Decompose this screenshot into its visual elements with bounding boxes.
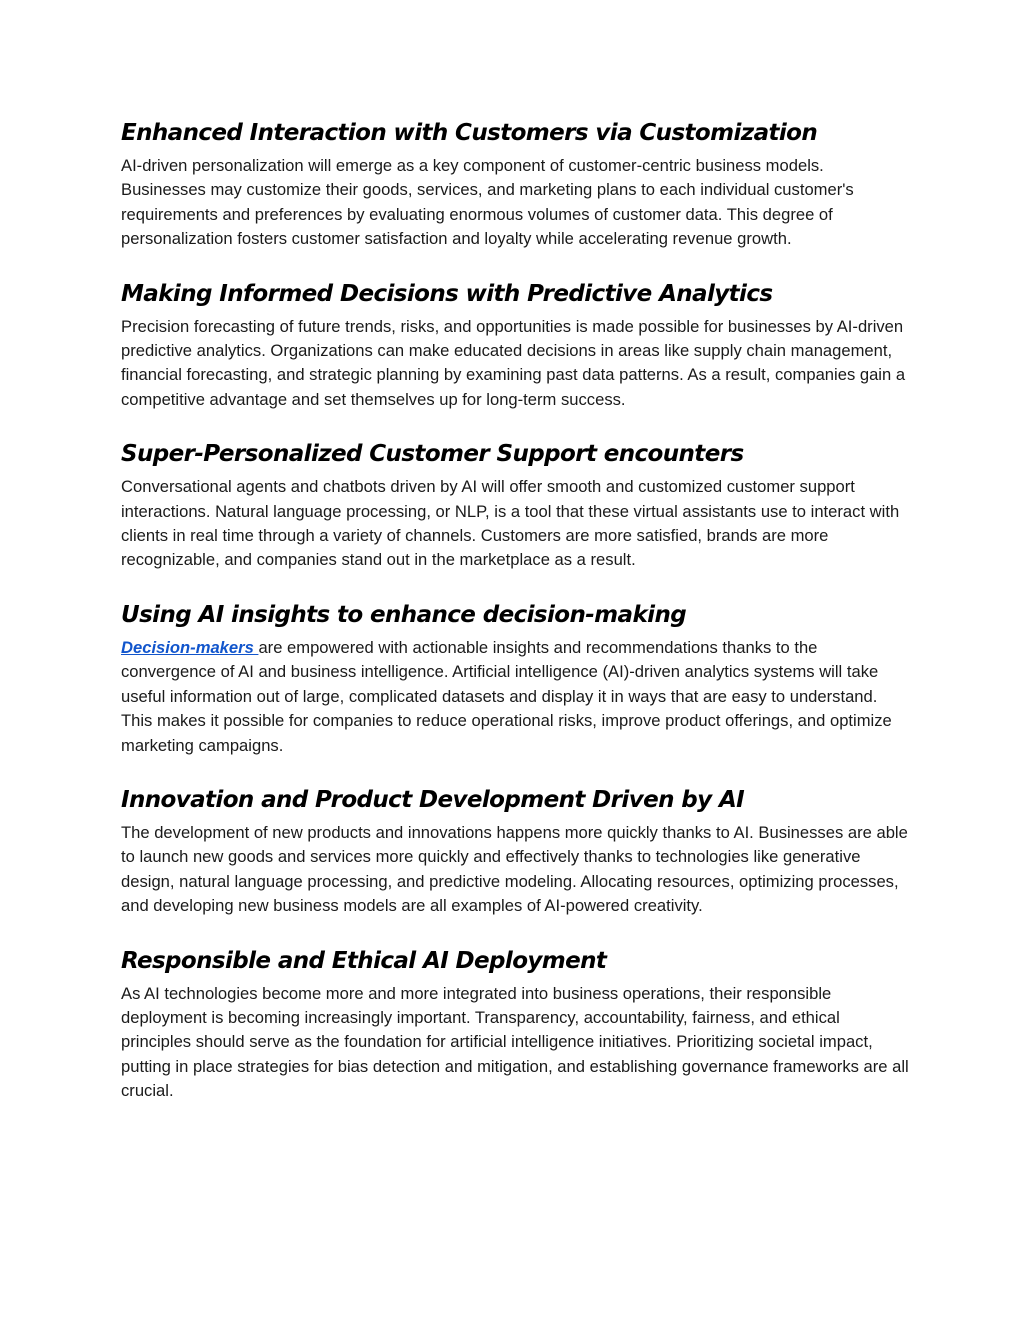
section-responsible-ai xyxy=(121,945,911,1104)
section-heading: Using AI insights to enhance decision-making xyxy=(121,601,687,628)
section-predictive-analytics xyxy=(121,278,911,413)
section-body: As AI technologies become more and more integrated into business operations, their responsible deployment is becoming increasingly important. Transparency, accountability, fairness, and ethical principles should serve as the foundation for artificial intelligence initiatives. Prioritizing societal impact, putting in place strategies for bias detection and mitigation, and establishing governance frameworks are all crucial. xyxy=(121,983,909,1101)
section-innovation xyxy=(121,784,911,919)
section-body-with-link xyxy=(121,636,911,758)
section-heading: Responsible and Ethical AI Deployment xyxy=(121,947,607,974)
section-customer-support xyxy=(121,438,911,573)
section-ai-insights xyxy=(121,599,911,758)
section-heading: Enhanced Interaction with Customers via Customization xyxy=(121,120,818,146)
section-body: AI-driven personalization will emerge as a key component of customer-centric business models. Businesses may customize their goods, services, and marketing plans to each individual customer's requirements and preferences by evaluating enormous volumes of customer data. This degree of personalization fosters customer satisfaction and loyalty while accelerating revenue growth. xyxy=(121,156,854,249)
section-body: Conversational agents and chatbots driven by AI will offer smooth and customized customer support interactions. Natural language processing, or NLP, is a tool that these virtual assistants use to interact with clients in real time through a variety of channels. Customers are more satisfied, brands are more recognizable, and companies stand out in the marketplace as a result. xyxy=(121,477,900,570)
document-page xyxy=(121,117,911,1130)
section-body: The development of new products and innovations happens more quickly thanks to AI. Businesses are able to launch new goods and services more quickly and effectively thanks to technologies like generative design, natural language processing, and predictive modeling. Allocating resources, optimizing processes, and developing new business models are all examples of AI-powered creativity. xyxy=(121,822,908,916)
section-heading: Making Informed Decisions with Predictive Analytics xyxy=(121,280,773,307)
section-body: Precision forecasting of future trends, risks, and opportunities is made possible for businesses by AI-driven predictive analytics. Organizations can make educated decisions in areas like supply chain management, financial forecasting, and strategic planning by examining past data patterns. As a result, companies gain a competitive advantage and set themselves up for long-term success. xyxy=(121,316,906,409)
decision-makers-link[interactable]: Decision-makers xyxy=(121,637,259,657)
section-customization xyxy=(121,117,911,252)
section-heading: Super-Personalized Customer Support encounters xyxy=(121,441,744,468)
section-heading: Innovation and Product Development Driven by AI xyxy=(121,786,745,813)
section-body: are empowered with actionable insights and recommendations thanks to the convergence of AI and business intelligence. Artificial intelligence (AI)-driven analytics systems will take useful information out of large, complicated datasets and display it in ways that are easy to understand. This makes it possible for companies to reduce operational risks, improve product offerings, and optimize marketing campaigns. xyxy=(121,637,892,755)
